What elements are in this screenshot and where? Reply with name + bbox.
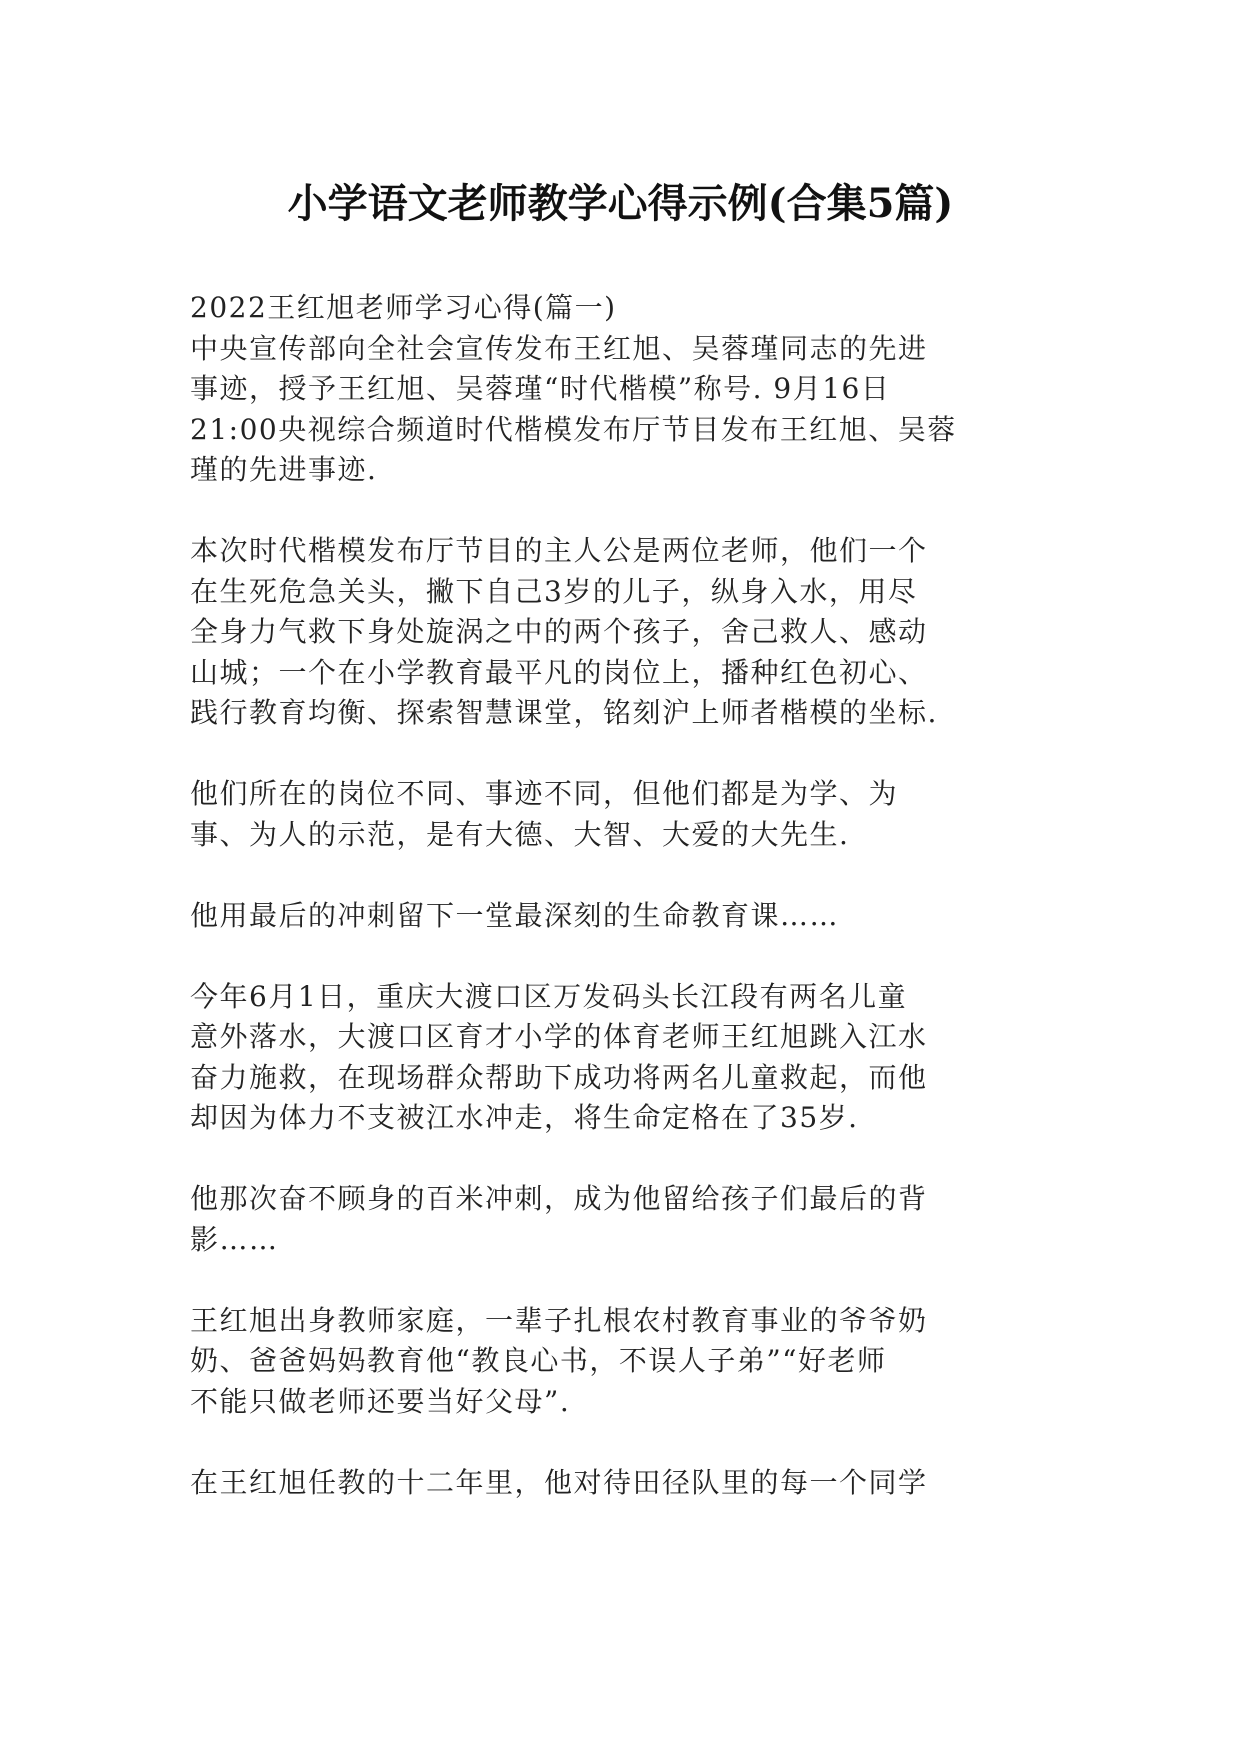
paragraph-4 (190, 896, 1070, 937)
paragraph-6 (190, 1179, 1070, 1260)
document-body (190, 288, 1070, 1544)
paragraph-line: 践行教育均衡、探索智慧课堂，铭刻沪上师者楷模的坐标. (190, 696, 938, 729)
section-heading: 2022王红旭老师学习心得(篇一) (190, 291, 617, 324)
paragraph-1 (190, 329, 1070, 491)
paragraph-line: 21:00央视综合频道时代楷模发布厅节目发布王红旭、吴蓉 (190, 412, 957, 446)
paragraph-line: 他那次奋不顾身的百米冲刺，成为他留给孩子们最后的背 (190, 1182, 928, 1215)
paragraph-5 (190, 977, 1070, 1139)
paragraph-line: 奶、爸爸妈妈教育他“教良心书，不误人子弟”“好老师 (190, 1344, 887, 1377)
document-title: 小学语文老师教学心得示例(合集5篇) (287, 180, 954, 227)
paragraph-8 (190, 1463, 1070, 1504)
paragraph-line: 在王红旭任教的十二年里，他对待田径队里的每一个同学 (190, 1465, 928, 1499)
paragraph-line: 在生死危急关头，撇下自己3岁的儿子，纵身入水，用尽 (190, 574, 918, 608)
paragraph-7 (190, 1301, 1070, 1423)
paragraph-line: 事迹，授予王红旭、吴蓉瑾“时代楷模”称号. 9月16日 (190, 372, 891, 405)
paragraph-line: 他们所在的岗位不同、事迹不同，但他们都是为学、为 (190, 777, 899, 810)
paragraph-2 (190, 531, 1070, 734)
paragraph-line: 本次时代楷模发布厅节目的主人公是两位老师，他们一个 (190, 534, 928, 567)
paragraph-line: 山城；一个在小学教育最平凡的岗位上，播种红色初心、 (190, 655, 928, 689)
paragraph-line: 全身力气救下身处旋涡之中的两个孩子，舍己救人、感动 (190, 615, 928, 648)
paragraph-3 (190, 774, 1070, 855)
paragraph-line: 事、为人的示范，是有大德、大智、大爱的大先生. (190, 817, 850, 851)
paragraph-line: 王红旭出身教师家庭，一辈子扎根农村教育事业的爷爷奶 (190, 1303, 928, 1337)
paragraph-line: 中央宣传部向全社会宣传发布王红旭、吴蓉瑾同志的先进 (190, 331, 928, 365)
paragraph-line: 不能只做老师还要当好父母”. (190, 1384, 571, 1418)
paragraph-line: 瑾的先进事迹. (190, 453, 378, 486)
paragraph-line: 意外落水，大渡口区育才小学的体育老师王红旭跳入江水 (190, 1020, 928, 1053)
paragraph-line: 影…… (190, 1222, 279, 1256)
paragraph-line: 他用最后的冲刺留下一堂最深刻的生命教育课…… (190, 898, 840, 932)
paragraph-line: 奋力施救，在现场群众帮助下成功将两名儿童救起，而他 (190, 1060, 928, 1094)
paragraph-line: 今年6月1日，重庆大渡口区万发码头长江段有两名儿童 (190, 979, 908, 1013)
paragraph-line: 却因为体力不支被江水冲走，将生命定格在了35岁. (190, 1101, 859, 1134)
